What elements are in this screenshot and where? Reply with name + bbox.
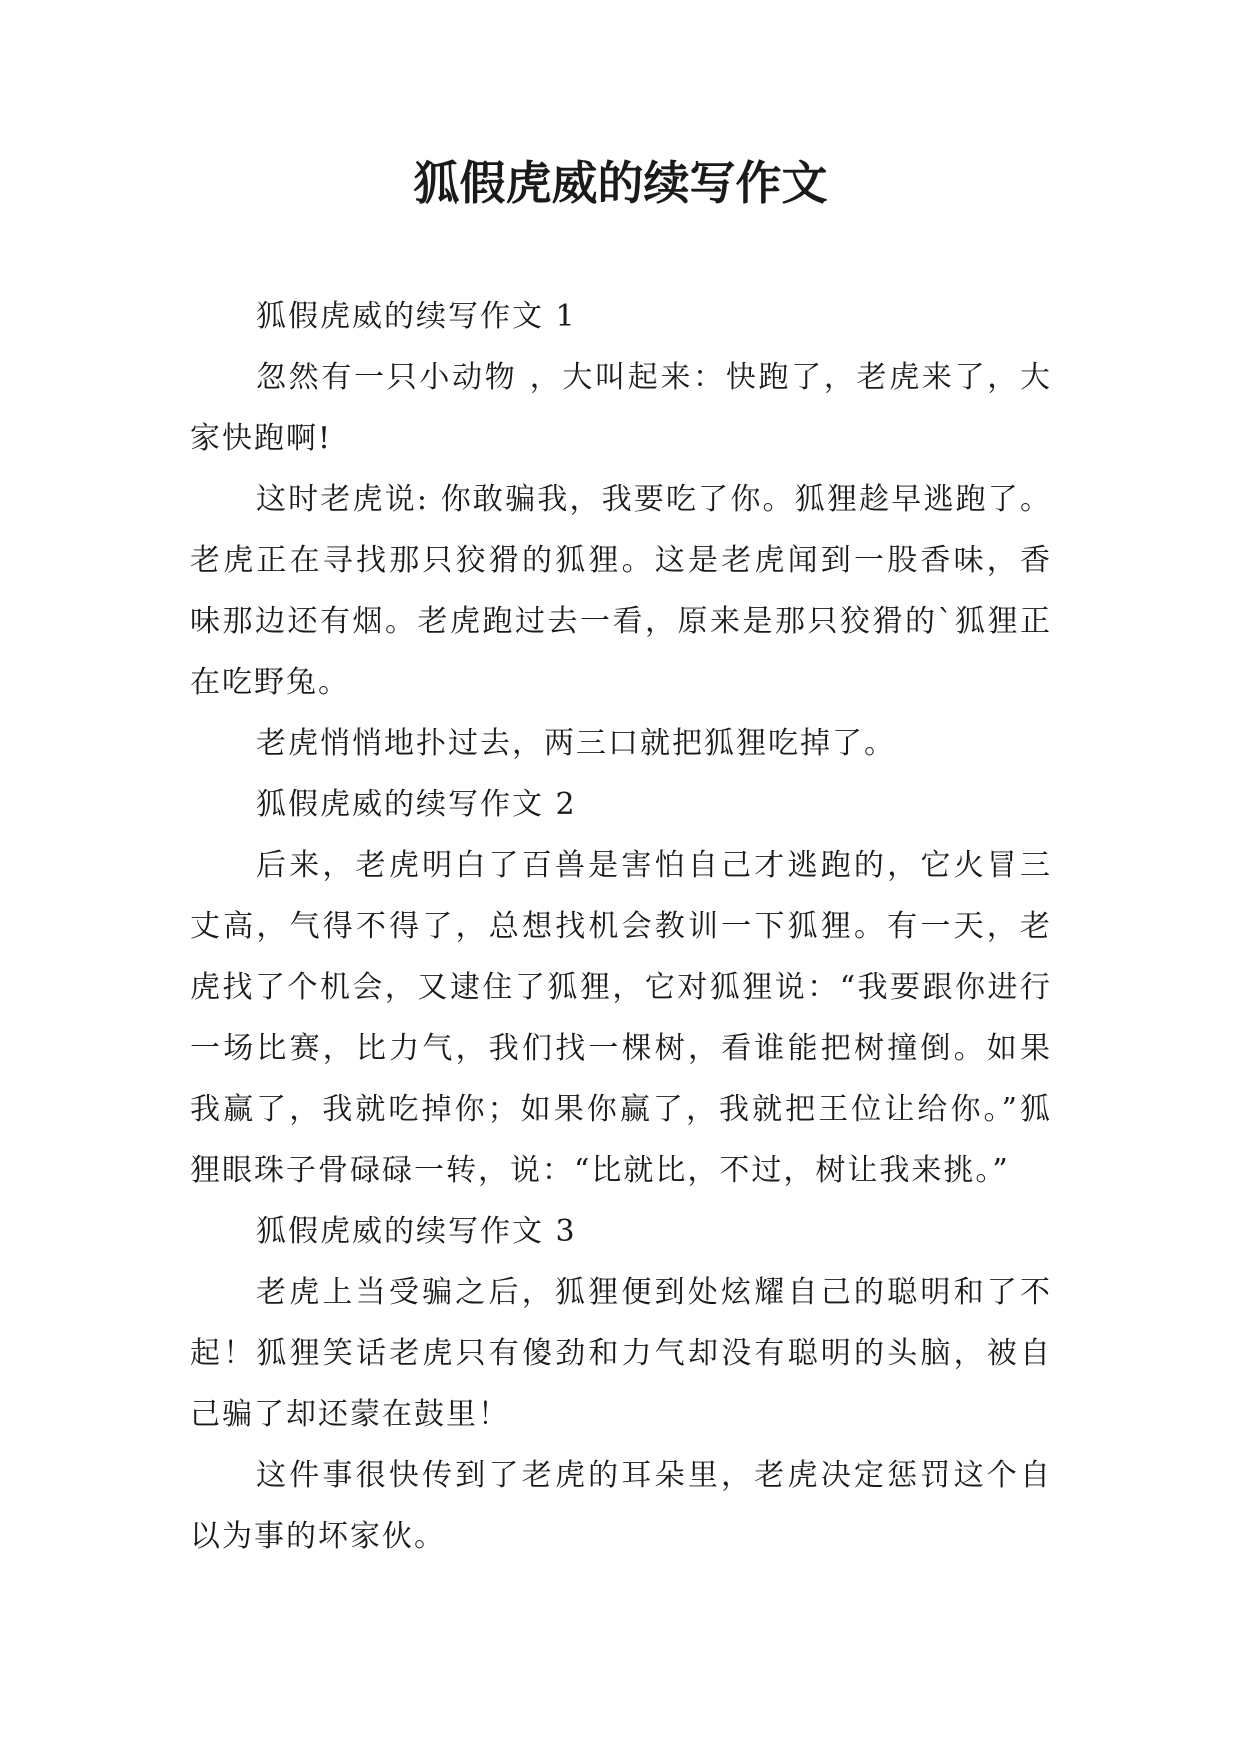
paragraph: 老虎悄悄地扑过去，两三口就把狐狸吃掉了。	[256, 726, 896, 761]
document-title: 狐假虎威的续写作文	[413, 156, 828, 210]
paragraph: 这时老虎说: 你敢骗我，我要吃了你。狐狸趁早逃跑了。老虎正在寻找那只狡猾的狐狸。这是老虎闻到一股香味，香味那边还有烟。老虎跑过去一看，原来是那只狡猾的`狐狸正在吃野兔。	[190, 482, 1052, 700]
paragraph: 这件事很快传到了老虎的耳朵里，老虎决定惩罚这个自以为事的坏家伙。	[190, 1458, 1052, 1554]
document-body	[190, 286, 1052, 1567]
paragraph: 老虎上当受骗之后，狐狸便到处炫耀自己的聪明和了不起！狐狸笑话老虎只有傻劲和力气却没有聪明的头脑，被自己骗了却还蒙在鼓里！	[190, 1275, 1052, 1432]
paragraph: 忽然有一只小动物 ，大叫起来：快跑了，老虎来了，大家快跑啊!	[190, 360, 1052, 456]
paragraph: 后来，老虎明白了百兽是害怕自己才逃跑的，它火冒三丈高，气得不得了，总想找机会教训一下狐狸。有一天，老虎找了个机会，又逮住了狐狸，它对狐狸说：“我要跟你进行一场比赛，比力气，我们找一棵树，看谁能把树撞倒。如果我赢了，我就吃掉你；如果你赢了，我就把王位让给你。”狐狸眼珠子骨碌碌一转，说：“比就比，不过，树让我来挑。”	[190, 848, 1052, 1188]
section-heading-1: 狐假虎威的续写作文 1	[256, 299, 577, 334]
section-heading-2: 狐假虎威的续写作文 2	[256, 787, 577, 822]
section-heading-3: 狐假虎威的续写作文 3	[256, 1214, 577, 1249]
